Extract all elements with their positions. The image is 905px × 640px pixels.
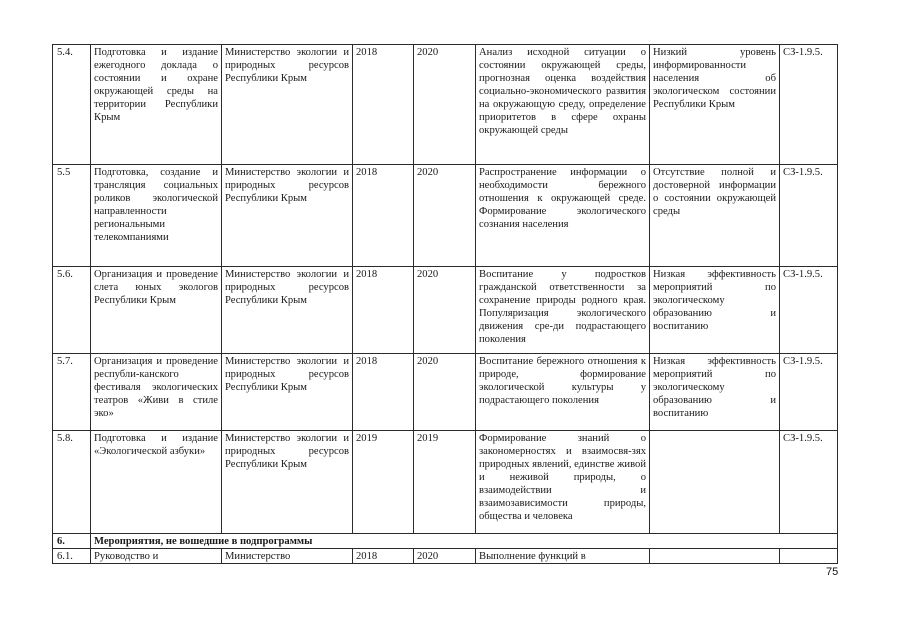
problem-description: Низкий уровень информированности населения об экологическом состоянии Республики Крым (650, 45, 780, 165)
event-name: Организация и проведение слета юных экологов Республики Крым (91, 267, 222, 354)
problem-description: Низкая эффективность мероприятий по экологическому образованию и воспитанию (650, 354, 780, 431)
expected-result: Распространение информации о необходимости бережного отношения к окружающей среде. Формирование экологического сознания населения (476, 165, 650, 267)
executor: Министерство (222, 549, 353, 564)
executor: Министерство экологии и природных ресурсов Республики Крым (222, 354, 353, 431)
executor: Министерство экологии и природных ресурсов Республики Крым (222, 45, 353, 165)
expected-result: Формирование знаний о закономерностях и взаимосвя-зях природных явлений, единстве живой и неживой природы, о взаимодействии и взаимозависимости природы, общества и человека (476, 431, 650, 534)
table-row (53, 45, 838, 165)
problem-description: Низкая эффективность мероприятий по экологическому образованию и воспитанию (650, 267, 780, 354)
start-year: 2018 (353, 267, 414, 354)
indicator-code: СЗ-1.9.5. (780, 165, 838, 267)
expected-result: Анализ исходной ситуации о состоянии окружающей среды, прогнозная оценка воздействия социально-экономического развития на окружающую среду, определение приоритетов в сфере охраны окружающей среды (476, 45, 650, 165)
table-row (53, 354, 838, 431)
event-name: Подготовка, создание и трансляция социальных роликов экологической направленности региональными телекомпаниями (91, 165, 222, 267)
table-row (53, 165, 838, 267)
start-year: 2018 (353, 549, 414, 564)
indicator-code: СЗ-1.9.5. (780, 267, 838, 354)
table-row (53, 431, 838, 534)
start-year: 2018 (353, 165, 414, 267)
table-row (53, 549, 838, 564)
end-year: 2020 (414, 267, 476, 354)
event-name: Руководство и (91, 549, 222, 564)
start-year: 2019 (353, 431, 414, 534)
problem-description (650, 549, 780, 564)
problem-description (650, 431, 780, 534)
section-row (53, 534, 838, 549)
indicator-code: СЗ-1.9.5. (780, 431, 838, 534)
end-year: 2020 (414, 165, 476, 267)
problem-description: Отсутствие полной и достоверной информации о состоянии окружающей среды (650, 165, 780, 267)
executor: Министерство экологии и природных ресурсов Республики Крым (222, 165, 353, 267)
page-number: 75 (826, 566, 839, 578)
section-title: Мероприятия, не вошедшие в подпрограммы (91, 534, 838, 549)
indicator-code (780, 549, 838, 564)
row-number: 5.5 (53, 165, 91, 267)
indicator-code: СЗ-1.9.5. (780, 45, 838, 165)
expected-result: Выполнение функций в (476, 549, 650, 564)
end-year: 2020 (414, 549, 476, 564)
event-name: Организация и проведение республи-канского фестиваля экологических театров «Живи в стиле эко» (91, 354, 222, 431)
executor: Министерство экологии и природных ресурсов Республики Крым (222, 431, 353, 534)
start-year: 2018 (353, 45, 414, 165)
end-year: 2019 (414, 431, 476, 534)
row-number: 5.4. (53, 45, 91, 165)
event-name: Подготовка и издание ежегодного доклада о состоянии и охране окружающей среды на территории Республики Крым (91, 45, 222, 165)
end-year: 2020 (414, 354, 476, 431)
row-number: 6.1. (53, 549, 91, 564)
row-number: 5.6. (53, 267, 91, 354)
end-year: 2020 (414, 45, 476, 165)
event-name: Подготовка и издание «Экологической азбуки» (91, 431, 222, 534)
table-row (53, 267, 838, 354)
start-year: 2018 (353, 354, 414, 431)
expected-result: Воспитание у подростков гражданской ответственности за сохранение природы родного края. Популяризация экологического движения сре-ди подрастающего поколения (476, 267, 650, 354)
section-number: 6. (53, 534, 91, 549)
executor: Министерство экологии и природных ресурсов Республики Крым (222, 267, 353, 354)
expected-result: Воспитание бережного отношения к природе, формирование экологической культуры у подрастающего поколения (476, 354, 650, 431)
program-table (52, 44, 838, 564)
row-number: 5.8. (53, 431, 91, 534)
row-number: 5.7. (53, 354, 91, 431)
indicator-code: СЗ-1.9.5. (780, 354, 838, 431)
